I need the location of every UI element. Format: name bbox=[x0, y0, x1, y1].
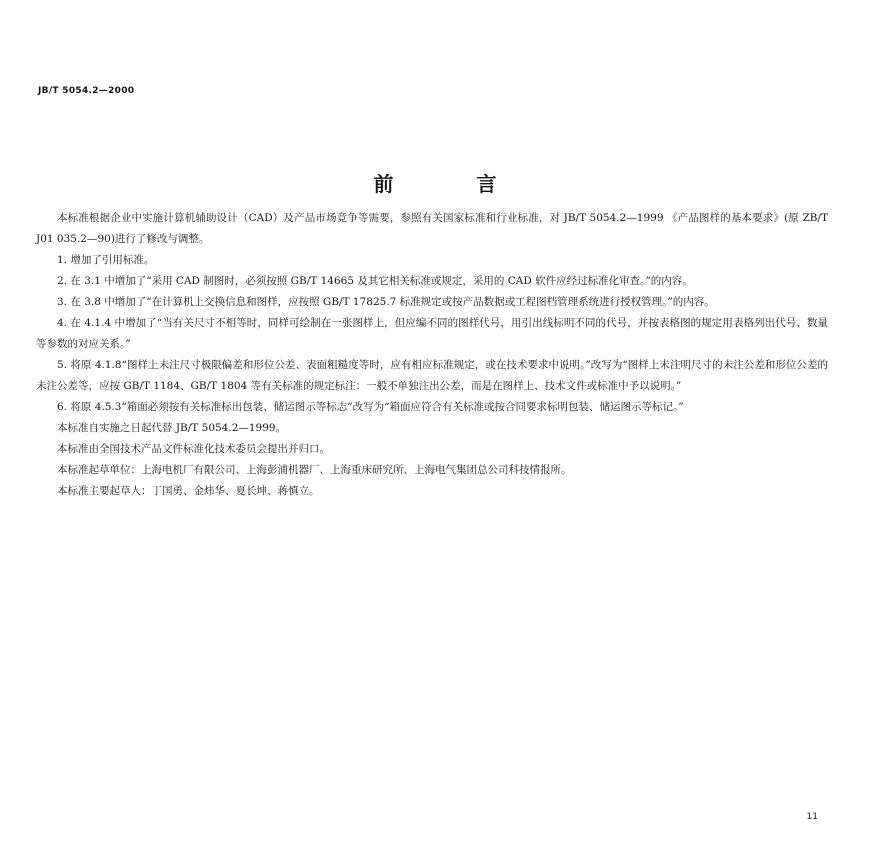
paragraph-item-2: 2. 在 3.1 中增加了“采用 CAD 制图时，必须按照 GB/T 14665 及其它相关标准或规定，采用的 CAD 软件应经过标准化审查。”的内容。 bbox=[57, 275, 693, 287]
page-number: 11 bbox=[806, 812, 818, 822]
paragraph-proposer: 本标准由全国技术产品文件标准化技术委员会提出并归口。 bbox=[57, 443, 330, 455]
foreword-body bbox=[36, 208, 828, 502]
paragraph-replaces: 本标准自实施之日起代替 JB/T 5054.2—1999。 bbox=[57, 422, 287, 434]
paragraph-drafters: 本标准主要起草人：丁国勇、金炜华、夏长坤、蒋慎立。 bbox=[57, 485, 320, 497]
paragraph-drafting-units: 本标准起草单位：上海电机厂有限公司、上海彭浦机器厂、上海重床研究所、上海电气集团总公司科技情报所。 bbox=[57, 464, 572, 476]
paragraph-intro: 本标准根据企业中实施计算机辅助设计（CAD）及产品市场竞争等需要，参照有关国家标准和行业标准，对 JB/T 5054.2—1999 《产品图样的基本要求》(原 ZB/T J01 035.2—90)进行了修改与调整。 bbox=[36, 212, 828, 245]
paragraph-item-1: 1. 增加了引用标准。 bbox=[57, 254, 155, 266]
paragraph-item-6: 6. 将原 4.5.3“箱面必须按有关标准标出包装、储运图示等标志”改写为“箱面应符合有关标准或按合同要求标明包装、储运图示等标记。” bbox=[57, 401, 684, 413]
document-number: JB/T 5054.2—2000 bbox=[38, 86, 135, 96]
paragraph-item-4: 4. 在 4.1.4 中增加了“当有关尺寸不相等时，同样可绘制在一张图样上，但应编不同的图样代号，用引出线标明不同的代号，并按表格图的规定用表格列出代号、数量等参数的对应关系。” bbox=[36, 317, 828, 350]
page-title: 前 言 bbox=[373, 172, 535, 196]
paragraph-item-5: 5. 将原 4.1.8“图样上未注尺寸极限偏差和形位公差、表面粗糙度等时，应有相应标准规定，或在技术要求中说明。”改写为“图样上未注明尺寸的未注公差和形位公差的未注公差等，应按 GB/T 1184、GB/T 1804 等有关标准的规定标注：一般不单独注出公差，而是在图样上、技术文件或标准中予以说明。” bbox=[36, 359, 828, 392]
paragraph-item-3: 3. 在 3.8 中增加了“在计算机上交换信息和图样，应按照 GB/T 17825.7 标准规定或按产品数据或工程图档管理系统进行授权管理。”的内容。 bbox=[57, 296, 715, 308]
